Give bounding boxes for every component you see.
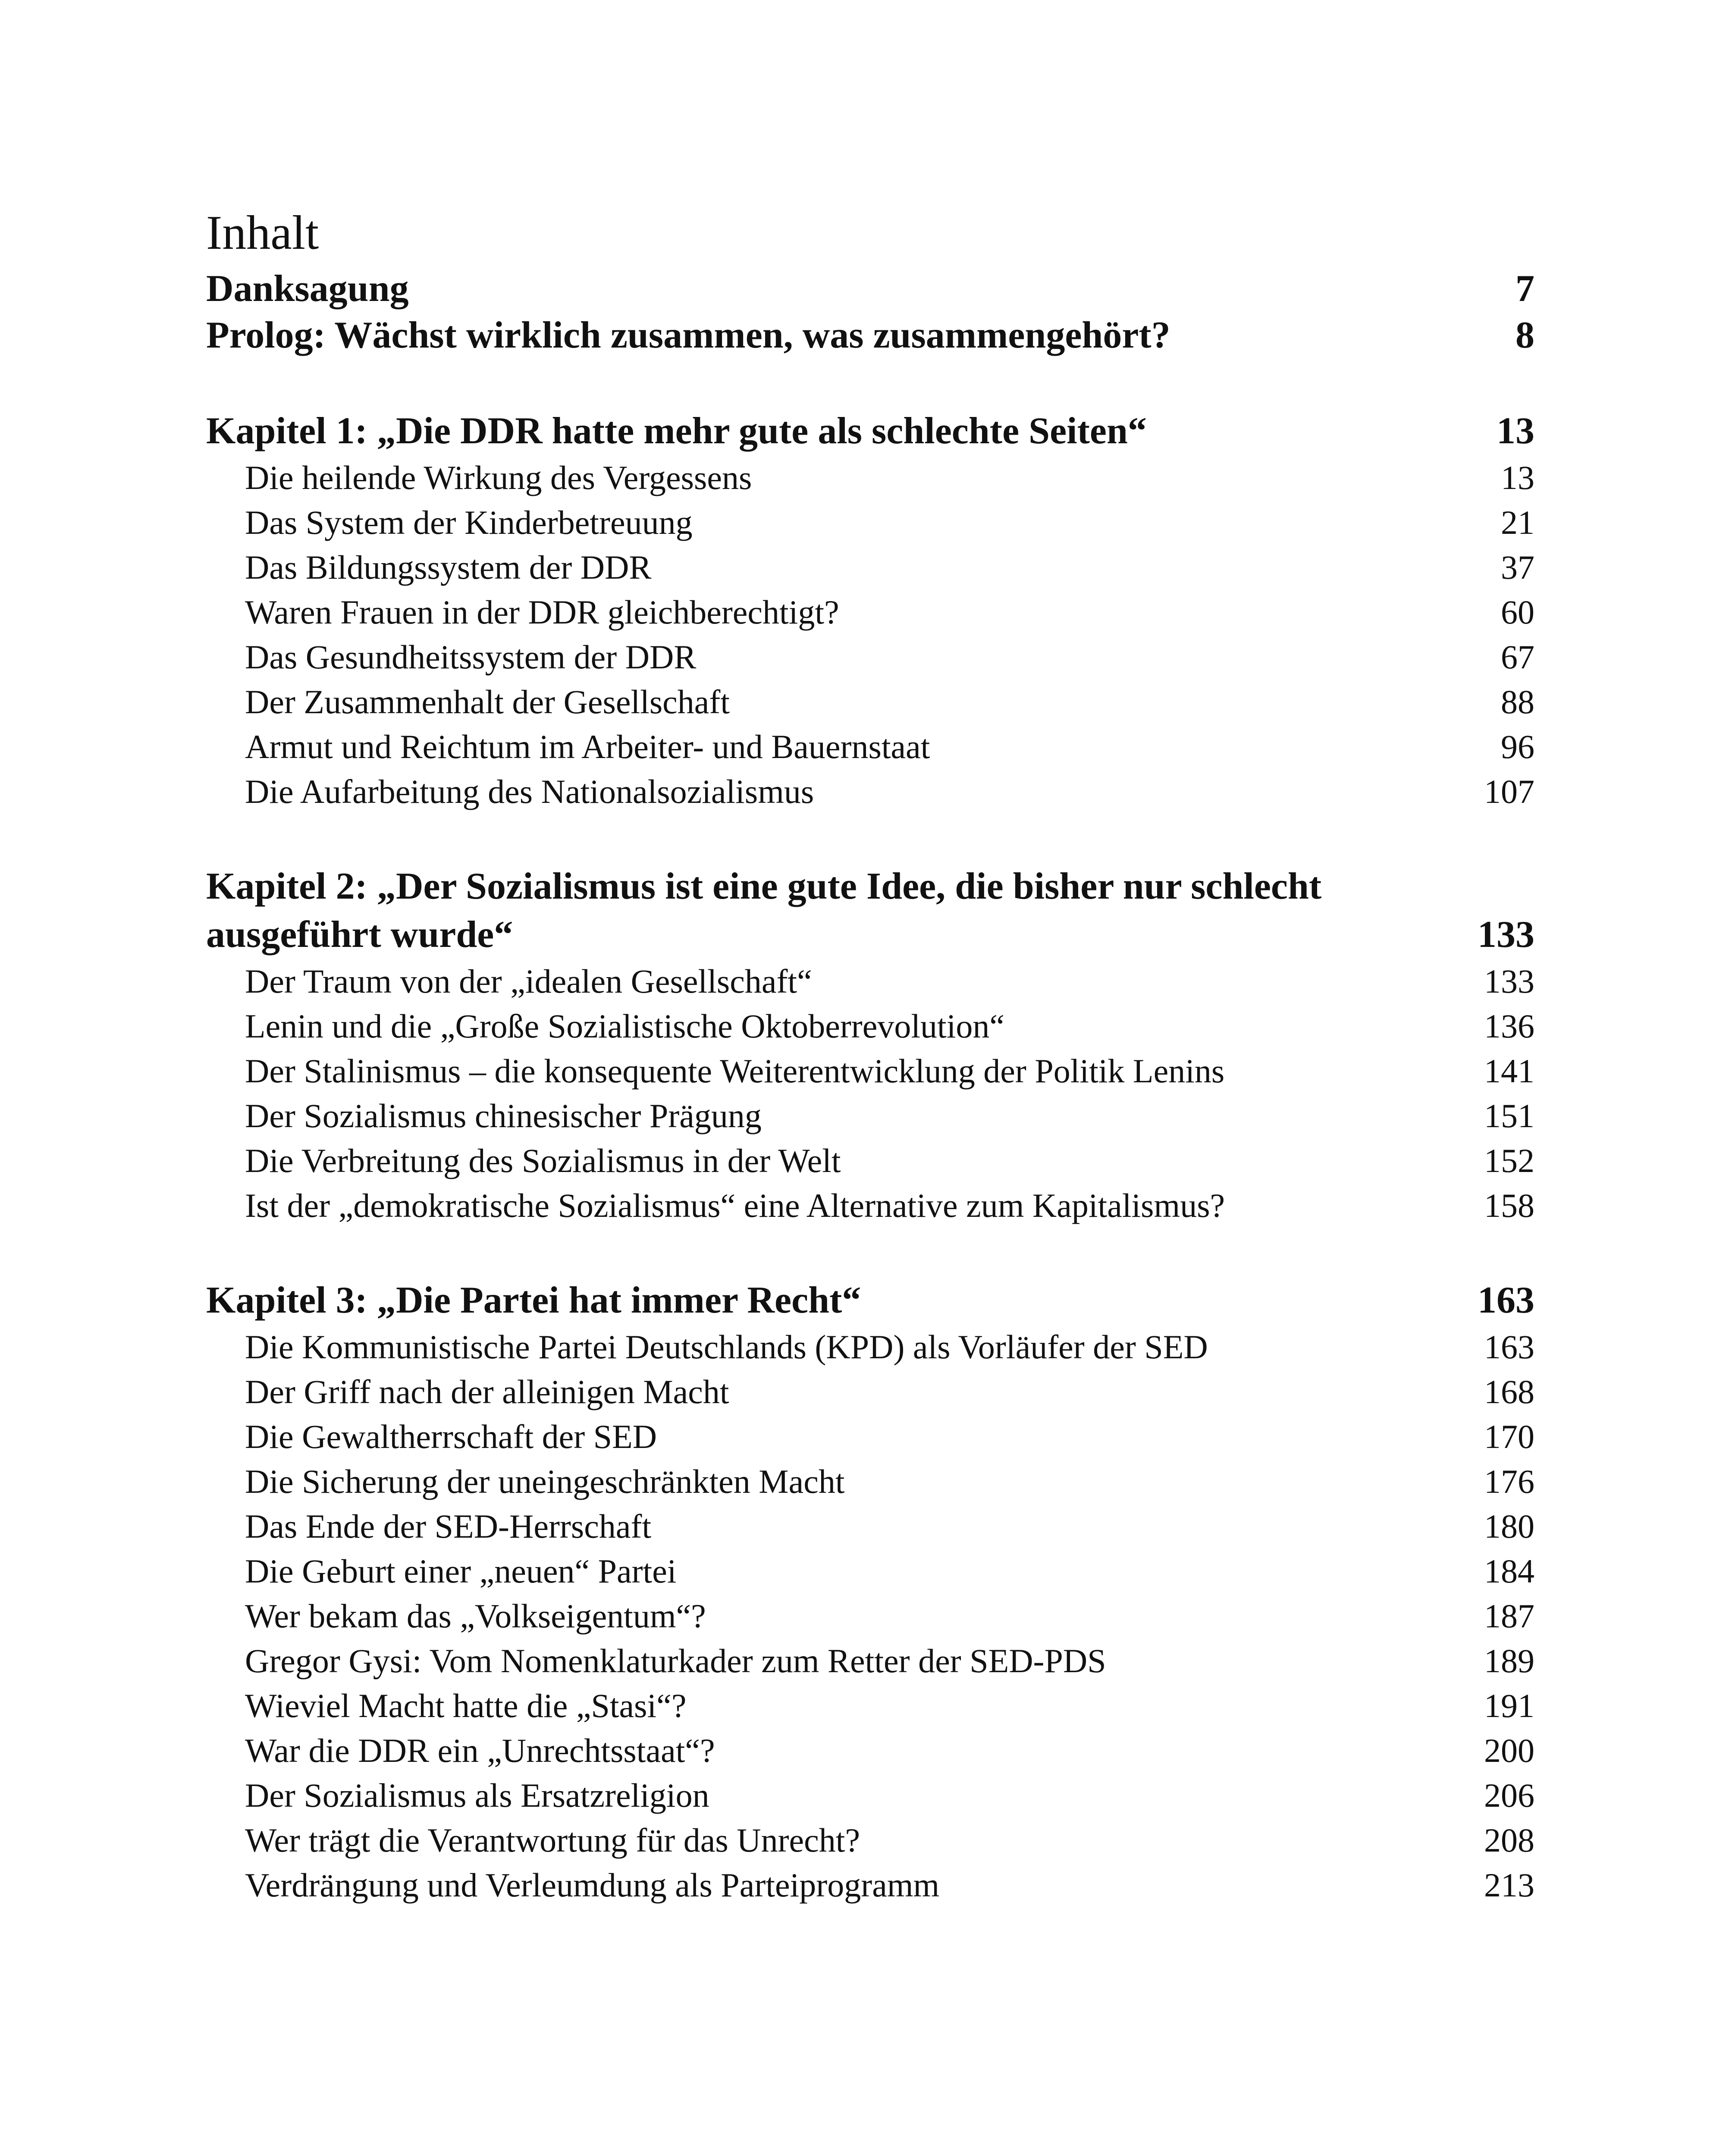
toc-entry-label: Lenin und die „Große Sozialistische Oktoberrevolution“ — [245, 1007, 1005, 1045]
toc-entry-label: Verdrängung und Verleumdung als Parteiprogramm — [245, 1866, 940, 1904]
toc-row-label: Prolog: Wächst wirklich zusammen, was zusammengehört? — [206, 314, 1170, 356]
toc-entry[interactable] — [206, 635, 1534, 680]
toc-entry[interactable] — [206, 1138, 1534, 1183]
toc-entry[interactable] — [206, 500, 1534, 545]
toc-entry-page: 200 — [1484, 1732, 1534, 1769]
toc-entry-page: 133 — [1484, 962, 1534, 1000]
toc-entry-page: 168 — [1484, 1373, 1534, 1410]
toc-entry-label: Das Bildungssystem der DDR — [245, 548, 652, 586]
toc-row-prologue[interactable] — [206, 312, 1534, 359]
toc-entry-page: 184 — [1484, 1552, 1534, 1590]
chapter-heading-line1[interactable]: Kapitel 2: „Der Sozialismus ist eine gute Idee, die bisher nur schlecht — [206, 865, 1322, 907]
chapter-3 — [206, 1276, 1534, 1908]
toc-entry-label: Das Gesundheitssystem der DDR — [245, 638, 697, 676]
toc-entry[interactable] — [206, 545, 1534, 590]
toc-row-page: 8 — [1516, 314, 1534, 356]
toc-entry-label: Die Verbreitung des Sozialismus in der Welt — [245, 1142, 841, 1179]
toc-entry-label: Der Zusammenhalt der Gesellschaft — [245, 683, 730, 721]
toc-entry-label: Der Sozialismus chinesischer Prägung — [245, 1097, 762, 1134]
toc-entry[interactable] — [206, 1728, 1534, 1773]
toc-entry-page: 21 — [1501, 504, 1534, 541]
toc-entry[interactable] — [206, 1773, 1534, 1818]
chapter-heading-page: 13 — [1497, 410, 1534, 452]
toc-entry-label: Die Gewaltherrschaft der SED — [245, 1418, 657, 1455]
toc-entry[interactable] — [206, 1183, 1534, 1228]
toc-entry-page: 37 — [1501, 548, 1534, 586]
toc-entry[interactable] — [206, 1325, 1534, 1369]
toc-entry[interactable] — [206, 455, 1534, 500]
toc-entry-page: 170 — [1484, 1418, 1534, 1455]
toc-row-page: 7 — [1516, 268, 1534, 310]
toc-entry-page: 191 — [1484, 1687, 1534, 1724]
toc-entry[interactable] — [206, 1504, 1534, 1549]
toc-entry[interactable] — [206, 1594, 1534, 1639]
chapter-1 — [206, 407, 1534, 814]
toc-entry-label: Wieviel Macht hatte die „Stasi“? — [245, 1687, 687, 1724]
toc-entry[interactable] — [206, 1004, 1534, 1049]
toc-entry-label: Das Ende der SED-Herrschaft — [245, 1507, 652, 1545]
toc-entry-label: Wer bekam das „Volkseigentum“? — [245, 1597, 706, 1635]
toc-entry-page: 208 — [1484, 1821, 1534, 1859]
toc-entry-page: 163 — [1484, 1328, 1534, 1366]
toc-entry-page: 96 — [1501, 728, 1534, 765]
toc-entry-page: 13 — [1501, 459, 1534, 496]
toc-entry-page: 187 — [1484, 1597, 1534, 1635]
toc-entry-label: Die Kommunistische Partei Deutschlands (KPD) als Vorläufer der SED — [245, 1328, 1208, 1366]
chapter-2 — [206, 862, 1534, 1228]
chapter-heading-label: Kapitel 1: „Die DDR hatte mehr gute als schlechte Seiten“ — [206, 410, 1147, 452]
toc-entry[interactable] — [206, 959, 1534, 1004]
toc-entry[interactable] — [206, 1049, 1534, 1094]
chapter-heading-label: Kapitel 3: „Die Partei hat immer Recht“ — [206, 1279, 861, 1321]
toc-entry-label: Die Aufarbeitung des Nationalsozialismus — [245, 773, 814, 810]
toc-entry-label: Die Sicherung der uneingeschränkten Macht — [245, 1463, 845, 1500]
toc-entry[interactable] — [206, 1639, 1534, 1683]
toc-entry[interactable] — [206, 1369, 1534, 1414]
toc-entry-label: Der Stalinismus – die konsequente Weiterentwicklung der Politik Lenins — [245, 1052, 1225, 1090]
toc-entry[interactable] — [206, 724, 1534, 769]
toc-entry-label: Wer trägt die Verantwortung für das Unrecht? — [245, 1821, 860, 1859]
toc-entry[interactable] — [206, 1549, 1534, 1594]
toc-entry-page: 152 — [1484, 1142, 1534, 1179]
toc-entry-page: 176 — [1484, 1463, 1534, 1500]
toc-entry-page: 67 — [1501, 638, 1534, 676]
toc-entry-label: Gregor Gysi: Vom Nomenklaturkader zum Retter der SED-PDS — [245, 1642, 1106, 1680]
chapter-heading-page: 133 — [1478, 914, 1534, 956]
toc-title: Inhalt — [206, 206, 319, 260]
toc-entry-page: 107 — [1484, 773, 1534, 810]
toc-entry-page: 60 — [1501, 593, 1534, 631]
toc-entry-page: 88 — [1501, 683, 1534, 721]
toc-row-acknowledgements[interactable] — [206, 266, 1534, 312]
toc-entry-page: 180 — [1484, 1507, 1534, 1545]
toc-entry-label: Armut und Reichtum im Arbeiter- und Bauernstaat — [245, 728, 930, 765]
toc-entry-page: 136 — [1484, 1007, 1534, 1045]
toc-entry-page: 206 — [1484, 1777, 1534, 1814]
toc-entry-label: Der Sozialismus als Ersatzreligion — [245, 1777, 709, 1814]
chapter-heading-label: ausgeführt wurde“ — [206, 914, 513, 956]
toc-entry[interactable] — [206, 1414, 1534, 1459]
toc-entry-page: 213 — [1484, 1866, 1534, 1904]
toc-entry-page: 141 — [1484, 1052, 1534, 1090]
toc-entry[interactable] — [206, 769, 1534, 814]
toc-entry-page: 158 — [1484, 1187, 1534, 1224]
chapter-heading[interactable] — [206, 1276, 1534, 1325]
toc-entry[interactable] — [206, 1094, 1534, 1138]
toc-row-label: Danksagung — [206, 268, 409, 310]
toc-entry-label: Ist der „demokratische Sozialismus“ eine Alternative zum Kapitalismus? — [245, 1187, 1225, 1224]
toc-entry[interactable] — [206, 590, 1534, 635]
toc-entry[interactable] — [206, 1863, 1534, 1908]
toc-entry-label: Waren Frauen in der DDR gleichberechtigt? — [245, 593, 839, 631]
chapter-heading-page: 163 — [1478, 1279, 1534, 1321]
toc-entry[interactable] — [206, 680, 1534, 724]
toc-entry-label: Der Griff nach der alleinigen Macht — [245, 1373, 729, 1410]
chapter-heading[interactable] — [206, 911, 1534, 959]
toc-entry[interactable] — [206, 1818, 1534, 1863]
toc-entry[interactable] — [206, 1459, 1534, 1504]
toc-entry-label: Die heilende Wirkung des Vergessens — [245, 459, 752, 496]
toc-entry[interactable] — [206, 1683, 1534, 1728]
toc-entry-page: 151 — [1484, 1097, 1534, 1134]
table-of-contents — [206, 203, 1534, 1908]
toc-entry-label: Der Traum von der „idealen Gesellschaft“ — [245, 962, 812, 1000]
toc-entry-label: Das System der Kinderbetreuung — [245, 504, 693, 541]
toc-entry-label: Die Geburt einer „neuen“ Partei — [245, 1552, 677, 1590]
chapter-heading[interactable] — [206, 407, 1534, 455]
toc-entry-page: 189 — [1484, 1642, 1534, 1680]
toc-entry-label: War die DDR ein „Unrechtsstaat“? — [245, 1732, 715, 1769]
